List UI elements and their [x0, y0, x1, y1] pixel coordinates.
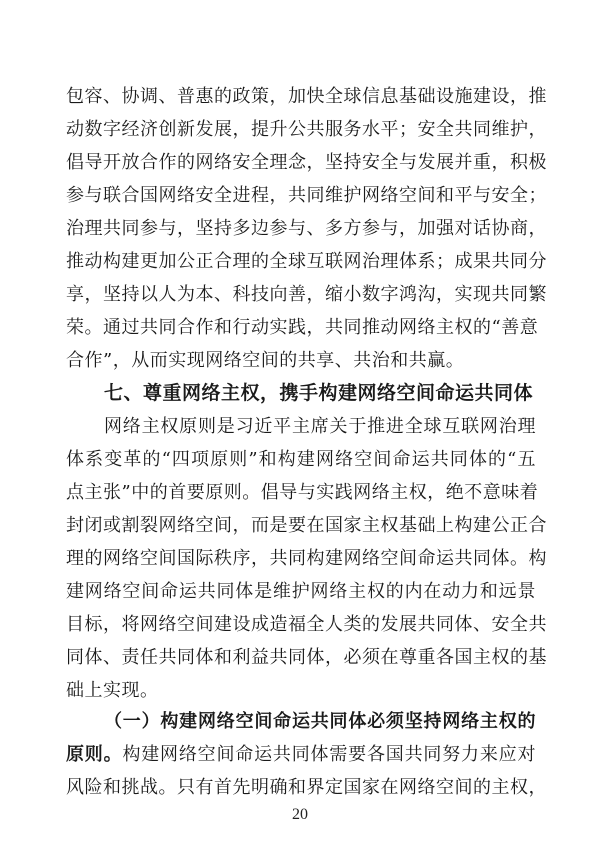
paragraph-1-line-8: 荣。通过共同合作和行动实践，共同推动网络主权的“善意 [66, 317, 539, 338]
paragraph-1-line-5: 治理共同参与，坚持多边参与、多方参与，加强对话协商， [66, 218, 547, 239]
paragraph-1-line-7: 享，坚持以人为本、科技向善，缩小数字鸿沟，实现共同繁 [66, 284, 547, 305]
paragraph-3-line-1 [66, 744, 536, 766]
paragraph-2-line-1: 网络主权原则是习近平主席关于推进全球互联网治理 [104, 416, 536, 437]
paragraph-1-line-4: 参与联合国网络安全进程，共同维护网络空间和平与安全； [66, 185, 547, 206]
page-number: 20 [292, 806, 308, 823]
paragraph-1-line-2: 动数字经济创新发展，提升公共服务水平；安全共同维护， [66, 119, 547, 140]
paragraph-3-line-2: 风险和挑战。只有首先明确和界定国家在网络空间的主权， [66, 777, 547, 798]
paragraph-1-line-6: 推动构建更加公正合理的全球互联网治理体系；成果共同分 [66, 251, 547, 272]
paragraph-2-line-5: 理的网络空间国际秩序，共同构建网络空间命运共同体。构 [66, 548, 547, 569]
paragraph-2-line-3: 点主张”中的首要原则。倡导与实践网络主权，绝不意味着 [66, 482, 539, 503]
paragraph-2-line-9: 础上实现。 [66, 680, 159, 701]
paragraph-1-line-1: 包容、协调、普惠的政策，加快全球信息基础设施建设，推 [66, 86, 547, 107]
paragraph-2-line-2: 体系变革的“四项原则”和构建网络空间命运共同体的“五 [66, 449, 536, 470]
subheading-tail: 原则。 [66, 744, 123, 765]
paragraph-2-line-7: 目标，将网络空间建设成造福全人类的发展共同体、安全共 [66, 614, 547, 635]
paragraph-2-line-8: 同体、责任共同体和利益共同体，必须在尊重各国主权的基 [66, 647, 547, 668]
paragraph-3-line-1-rest: 构建网络空间命运共同体需要各国共同努力来应对 [122, 744, 536, 765]
paragraph-1-line-3: 倡导开放合作的网络安全理念，坚持安全与发展并重，积极 [66, 152, 547, 173]
paragraph-1-line-9: 合作”，从而实现网络空间的共享、共治和共赢。 [66, 350, 465, 371]
paragraph-2-line-4: 封闭或割裂网络空间，而是要在国家主权基础上构建公正合 [66, 515, 547, 536]
section-heading: 七、尊重网络主权，携手构建网络空间命运共同体 [104, 382, 534, 404]
paragraph-2-line-6: 建网络空间命运共同体是维护网络主权的内在动力和远景 [66, 581, 536, 602]
subheading: （一）构建网络空间命运共同体必须坚持网络主权的 [104, 711, 536, 732]
